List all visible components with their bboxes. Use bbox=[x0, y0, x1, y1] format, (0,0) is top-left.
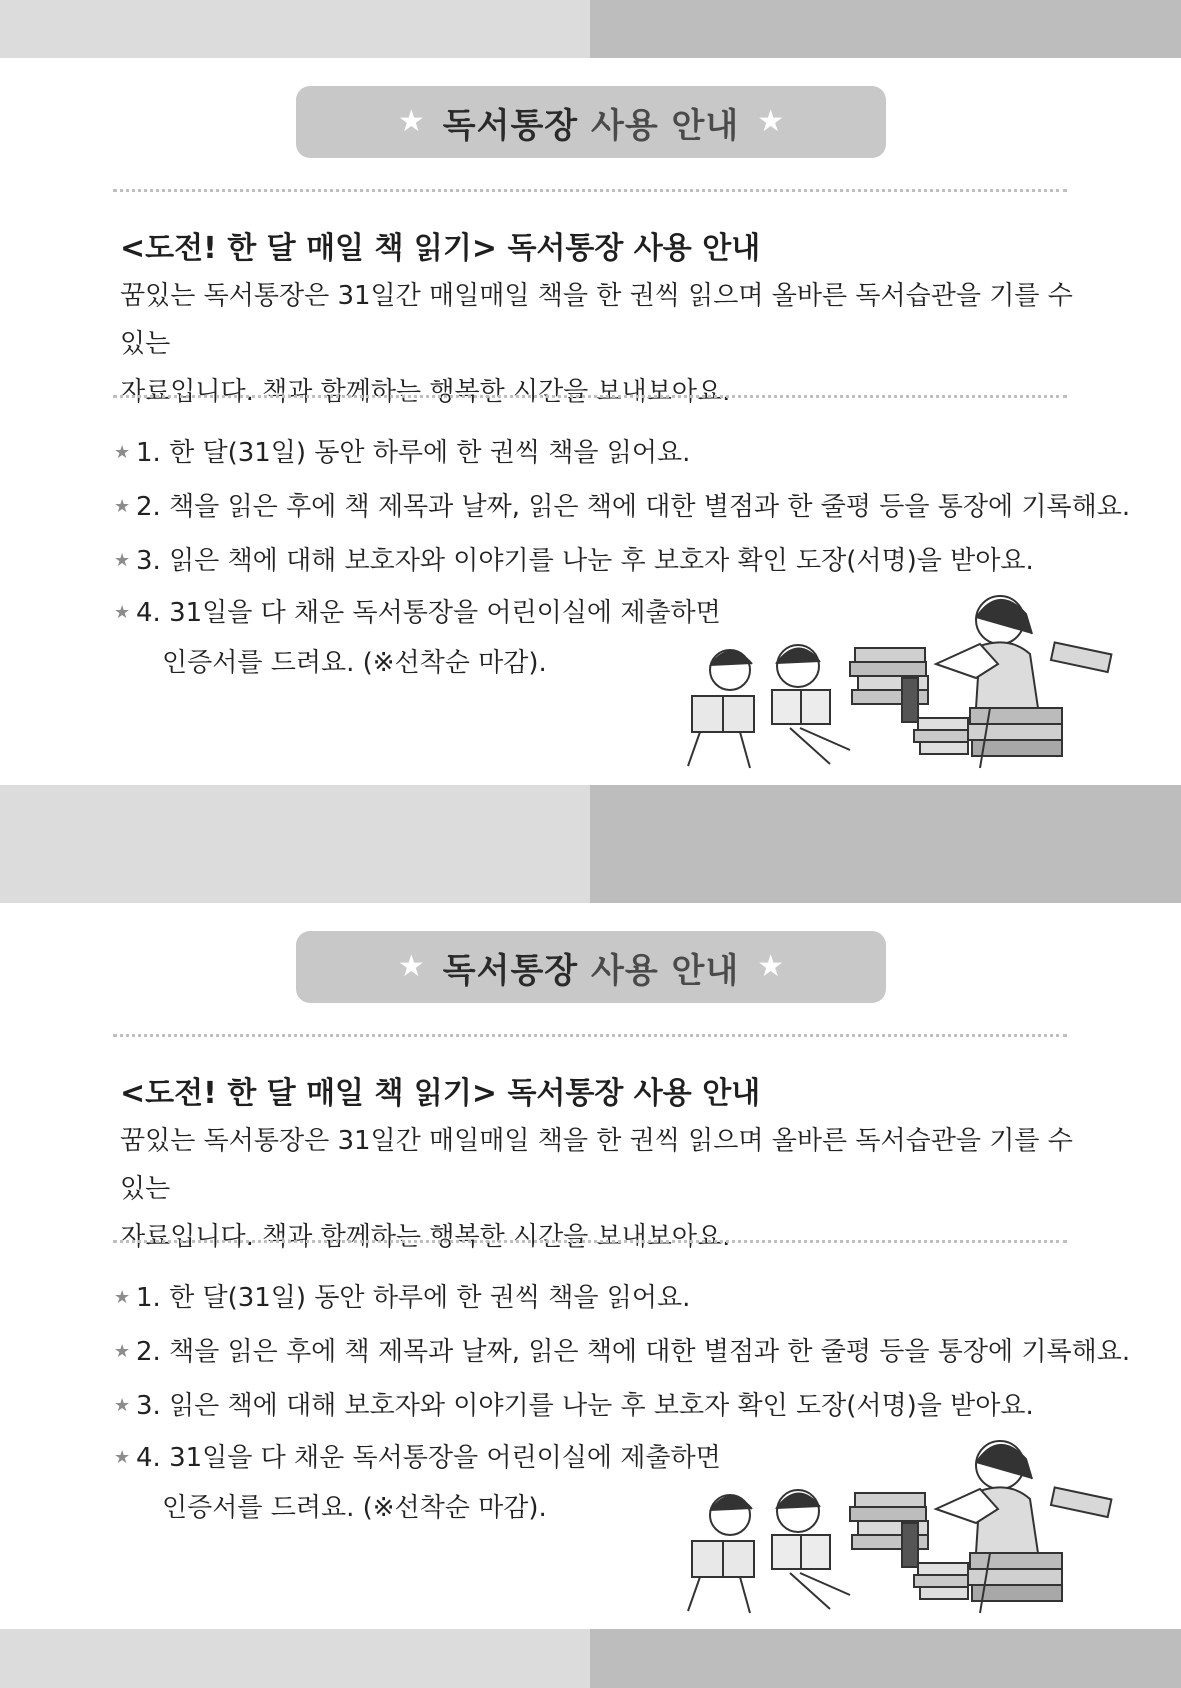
guide-panel-2 bbox=[0, 903, 1181, 1630]
small-star-icon: ★ bbox=[114, 442, 131, 463]
dotted-divider bbox=[113, 1034, 1067, 1037]
top-band bbox=[0, 0, 1181, 58]
section-heading: <도전! 한 달 매일 책 읽기> 독서통장 사용 안내 bbox=[120, 1076, 761, 1111]
title-bar bbox=[296, 931, 886, 1003]
list-item: ★ 1. 한 달(31일) 동안 하루에 한 권씩 책을 읽어요. bbox=[114, 426, 1130, 480]
list-item: ★ 4. 31일을 다 채운 독서통장을 어린이실에 제출하면 인증서를 드려요. (※선착순 마감). bbox=[114, 588, 1130, 688]
small-star-icon: ★ bbox=[114, 550, 131, 571]
list-item: ★ 2. 책을 읽은 후에 책 제목과 날짜, 읽은 책에 대한 별점과 한 줄평 등을 통장에 기록해요. bbox=[114, 1325, 1130, 1379]
small-star-icon: ★ bbox=[114, 1287, 131, 1308]
guide-panel-1 bbox=[0, 58, 1181, 785]
list-item: ★ 1. 한 달(31일) 동안 하루에 한 권씩 책을 읽어요. bbox=[114, 1271, 1130, 1325]
star-icon: ★ bbox=[757, 104, 785, 139]
star-icon: ★ bbox=[397, 949, 425, 984]
dotted-divider bbox=[113, 1240, 1067, 1243]
small-star-icon: ★ bbox=[114, 1395, 131, 1416]
list-item: ★ 3. 읽은 책에 대해 보호자와 이야기를 나눈 후 보호자 확인 도장(서명)을 받아요. bbox=[114, 534, 1130, 588]
title-bar bbox=[296, 86, 886, 158]
star-icon: ★ bbox=[757, 949, 785, 984]
dotted-divider bbox=[113, 395, 1067, 398]
title-text: 독서통장 사용 안내 bbox=[442, 105, 740, 146]
intro-text: 꿈있는 독서통장은 31일간 매일매일 책을 한 권씩 읽으며 올바른 독서습관을 기를 수 있는 자료입니다. 책과 함께하는 행복한 시간을 보내보아요. bbox=[120, 1126, 1073, 1252]
list-item: ★ 2. 책을 읽은 후에 책 제목과 날짜, 읽은 책에 대한 별점과 한 줄평 등을 통장에 기록해요. bbox=[114, 480, 1130, 534]
bottom-band bbox=[0, 1629, 1181, 1688]
title-text: 독서통장 사용 안내 bbox=[442, 950, 740, 991]
list-item: ★ 3. 읽은 책에 대해 보호자와 이야기를 나눈 후 보호자 확인 도장(서명)을 받아요. bbox=[114, 1379, 1130, 1433]
list-item: ★ 4. 31일을 다 채운 독서통장을 어린이실에 제출하면 인증서를 드려요. (※선착순 마감). bbox=[114, 1433, 1130, 1533]
small-star-icon: ★ bbox=[114, 1341, 131, 1362]
small-star-icon: ★ bbox=[114, 602, 131, 623]
small-star-icon: ★ bbox=[114, 496, 131, 517]
dotted-divider bbox=[113, 189, 1067, 192]
middle-band bbox=[0, 785, 1181, 903]
children-reading-books-illustration bbox=[680, 578, 1130, 778]
intro-text: 꿈있는 독서통장은 31일간 매일매일 책을 한 권씩 읽으며 올바른 독서습관을 기를 수 있는 자료입니다. 책과 함께하는 행복한 시간을 보내보아요. bbox=[120, 281, 1073, 407]
small-star-icon: ★ bbox=[114, 1447, 131, 1468]
star-icon: ★ bbox=[397, 104, 425, 139]
children-reading-books-illustration bbox=[680, 1423, 1130, 1623]
section-heading: <도전! 한 달 매일 책 읽기> 독서통장 사용 안내 bbox=[120, 231, 761, 266]
